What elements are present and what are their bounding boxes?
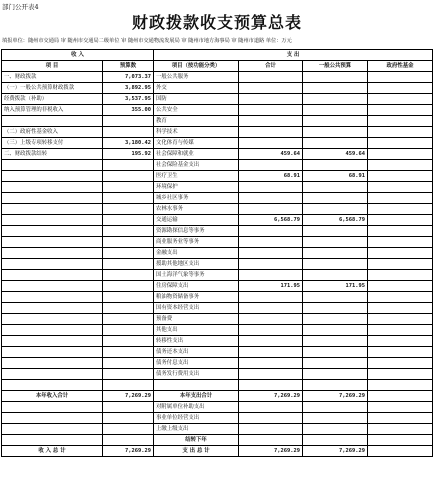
budget-table <box>1 49 433 457</box>
expenditure-total-cell <box>239 358 303 369</box>
income-value-cell <box>103 434 154 445</box>
expenditure-item-cell: 债务付息支出 <box>154 358 239 369</box>
expenditure-general-cell <box>303 347 368 358</box>
table-row <box>2 325 433 336</box>
expenditure-general-cell <box>303 105 368 116</box>
table-row <box>2 116 433 127</box>
expenditure-total-cell <box>239 412 303 423</box>
table-row <box>2 358 433 369</box>
expenditure-total-cell <box>239 401 303 412</box>
income-item-cell <box>2 281 103 292</box>
expenditure-total-cell <box>239 270 303 281</box>
expenditure-fund-cell <box>368 215 433 226</box>
expenditure-item-cell: 环境保护 <box>154 182 239 193</box>
expenditure-total-cell <box>239 94 303 105</box>
expenditure-general-cell <box>303 412 368 423</box>
item-header: 项 目 <box>2 61 103 72</box>
expenditure-item-cell: 城乡社区事务 <box>154 193 239 204</box>
year-total-row <box>2 390 433 401</box>
year-exp-fund <box>368 390 433 401</box>
table-row <box>2 369 433 380</box>
expenditure-fund-cell <box>368 94 433 105</box>
expenditure-item-cell: 交通运输 <box>154 215 239 226</box>
expenditure-general-cell <box>303 401 368 412</box>
income-value-cell <box>103 182 154 193</box>
income-item-cell: 二、财政拨款结转 <box>2 149 103 160</box>
table-row <box>2 160 433 171</box>
expenditure-total-cell <box>239 182 303 193</box>
header-row-1 <box>2 50 433 61</box>
income-value-cell: 195.92 <box>103 149 154 160</box>
expenditure-fund-cell <box>368 347 433 358</box>
income-item-cell <box>2 303 103 314</box>
expenditure-fund-cell <box>368 314 433 325</box>
income-value-cell <box>103 248 154 259</box>
expenditure-fund-cell <box>368 171 433 182</box>
expenditure-total-cell <box>239 423 303 434</box>
expenditure-fund-cell <box>368 270 433 281</box>
expenditure-fund-cell <box>368 434 433 445</box>
income-value-cell <box>103 160 154 171</box>
expenditure-general-cell <box>303 193 368 204</box>
expenditure-item-cell: 国防 <box>154 94 239 105</box>
expenditure-general-cell <box>303 358 368 369</box>
expenditure-fund-cell <box>368 248 433 259</box>
expenditure-total-cell <box>239 105 303 116</box>
expenditure-fund-cell <box>368 105 433 116</box>
expenditure-item-cell: 预备费 <box>154 314 239 325</box>
income-value-cell: 3,180.42 <box>103 138 154 149</box>
grand-total-row <box>2 445 433 456</box>
expenditure-general-cell <box>303 83 368 94</box>
income-item-cell <box>2 226 103 237</box>
exp-total-fund <box>368 445 433 456</box>
income-value-cell <box>103 127 154 138</box>
fund-header: 政府性基金 <box>368 61 433 72</box>
income-value-cell <box>103 412 154 423</box>
expenditure-item-cell: 上缴上级支出 <box>154 423 239 434</box>
income-item-cell: （一）一般公共预算财政拨款 <box>2 83 103 94</box>
expenditure-general-cell <box>303 380 368 391</box>
expenditure-fund-cell <box>368 303 433 314</box>
expenditure-general-cell <box>303 434 368 445</box>
expenditure-general-cell <box>303 336 368 347</box>
income-value-cell <box>103 369 154 380</box>
expenditure-item-cell: 商业服务业等事务 <box>154 237 239 248</box>
expenditure-item-cell: 教育 <box>154 116 239 127</box>
extra-row <box>2 401 433 412</box>
expenditure-total-cell <box>239 83 303 94</box>
unit-line: 填报单位：随州市交通局 审 随州市交通局二级单位 审 随州市交通物流发展局 审 随州市地方海事局 审 随州市道路 单位：万元 <box>2 38 292 44</box>
table-row <box>2 303 433 314</box>
expenditure-fund-cell <box>368 259 433 270</box>
income-value-cell <box>103 358 154 369</box>
year-exp-general: 7,269.29 <box>303 390 368 401</box>
expenditure-fund-cell <box>368 72 433 83</box>
extra-row <box>2 423 433 434</box>
expenditure-fund-cell <box>368 423 433 434</box>
income-item-cell <box>2 314 103 325</box>
expenditure-total-cell <box>239 72 303 83</box>
income-item-cell: 一、财政拨款 <box>2 72 103 83</box>
general-header: 一般公共预算 <box>303 61 368 72</box>
expenditure-total-cell <box>239 336 303 347</box>
expenditure-total-cell <box>239 116 303 127</box>
table-row <box>2 336 433 347</box>
income-item-cell <box>2 248 103 259</box>
expenditure-general-cell <box>303 72 368 83</box>
table-row <box>2 270 433 281</box>
income-value-cell <box>103 314 154 325</box>
year-income-label: 本年收入合计 <box>2 390 103 401</box>
expenditure-item-cell: 国有资本经营支出 <box>154 303 239 314</box>
expenditure-general-cell <box>303 127 368 138</box>
income-item-cell <box>2 434 103 445</box>
income-item-cell <box>2 237 103 248</box>
expenditure-item-cell: 援助其他地区支出 <box>154 259 239 270</box>
expenditure-item-cell: 一般公共服务 <box>154 72 239 83</box>
income-item-cell <box>2 401 103 412</box>
expenditure-header: 支 出 <box>154 50 433 61</box>
expenditure-fund-cell <box>368 412 433 423</box>
income-item-cell <box>2 270 103 281</box>
table-row <box>2 171 433 182</box>
expenditure-total-cell: 68.91 <box>239 171 303 182</box>
expenditure-general-cell: 6,568.79 <box>303 215 368 226</box>
income-item-cell: （二）政府性基金收入 <box>2 127 103 138</box>
income-item-cell <box>2 193 103 204</box>
income-value-cell <box>103 347 154 358</box>
income-item-cell <box>2 412 103 423</box>
expenditure-fund-cell <box>368 149 433 160</box>
income-total-value: 7,269.29 <box>103 445 154 456</box>
exp-total-total: 7,269.29 <box>239 445 303 456</box>
expenditure-fund-cell <box>368 182 433 193</box>
expenditure-fund-cell <box>368 138 433 149</box>
income-value-cell <box>103 193 154 204</box>
expenditure-total-cell <box>239 259 303 270</box>
expenditure-total-cell <box>239 347 303 358</box>
expenditure-fund-cell <box>368 116 433 127</box>
income-value-cell <box>103 270 154 281</box>
expenditure-general-cell <box>303 237 368 248</box>
income-item-cell <box>2 160 103 171</box>
income-value-cell <box>103 325 154 336</box>
expenditure-total-cell <box>239 160 303 171</box>
income-item-cell: 纳入预算管理的非税收入 <box>2 105 103 116</box>
income-item-cell <box>2 292 103 303</box>
expenditure-general-cell <box>303 325 368 336</box>
expenditure-fund-cell <box>368 292 433 303</box>
expenditure-fund-cell <box>368 281 433 292</box>
expenditure-item-cell: 科学技术 <box>154 127 239 138</box>
expenditure-general-cell <box>303 138 368 149</box>
income-value-cell: 3,892.95 <box>103 83 154 94</box>
expenditure-fund-cell <box>368 127 433 138</box>
table-row <box>2 226 433 237</box>
income-value-cell <box>103 171 154 182</box>
table-row <box>2 204 433 215</box>
expenditure-item-cell: 公共安全 <box>154 105 239 116</box>
expenditure-general-cell: 68.91 <box>303 171 368 182</box>
income-item-cell <box>2 116 103 127</box>
expenditure-item-cell: 国土海洋气象等事务 <box>154 270 239 281</box>
expenditure-total-cell <box>239 325 303 336</box>
expenditure-fund-cell <box>368 358 433 369</box>
table-row <box>2 237 433 248</box>
expenditure-total-cell <box>239 248 303 259</box>
income-item-cell <box>2 171 103 182</box>
expenditure-general-cell <box>303 204 368 215</box>
item-func-header: 项目（按功能分类） <box>154 61 239 72</box>
expenditure-general-cell <box>303 314 368 325</box>
expenditure-item-cell: 对附属单位补助支出 <box>154 401 239 412</box>
expenditure-item-cell: 住房保障支出 <box>154 281 239 292</box>
table-row <box>2 94 433 105</box>
expenditure-item-cell: 文化体育与传媒 <box>154 138 239 149</box>
income-item-cell <box>2 347 103 358</box>
expenditure-item-cell: 事业单位经营支出 <box>154 412 239 423</box>
income-item-cell <box>2 204 103 215</box>
expenditure-total-cell <box>239 226 303 237</box>
table-row <box>2 314 433 325</box>
expenditure-general-cell <box>303 182 368 193</box>
expenditure-general-cell: 171.95 <box>303 281 368 292</box>
year-income-value: 7,269.29 <box>103 390 154 401</box>
income-value-cell <box>103 259 154 270</box>
expenditure-total-cell <box>239 303 303 314</box>
income-item-cell <box>2 325 103 336</box>
table-row <box>2 215 433 226</box>
table-row <box>2 292 433 303</box>
expenditure-total-cell <box>239 369 303 380</box>
income-value-cell <box>103 281 154 292</box>
income-item-cell <box>2 182 103 193</box>
expenditure-general-cell: 459.64 <box>303 149 368 160</box>
expenditure-item-cell: 转移性支出 <box>154 336 239 347</box>
expenditure-item-cell: 粮油物资储备事务 <box>154 292 239 303</box>
expenditure-general-cell <box>303 226 368 237</box>
expenditure-fund-cell <box>368 204 433 215</box>
income-item-cell <box>2 259 103 270</box>
expenditure-total-cell <box>239 314 303 325</box>
expenditure-item-cell: 金融支出 <box>154 248 239 259</box>
table-row <box>2 127 433 138</box>
expenditure-general-cell <box>303 303 368 314</box>
table-row <box>2 138 433 149</box>
expenditure-general-cell <box>303 292 368 303</box>
expenditure-general-cell <box>303 369 368 380</box>
expenditure-general-cell <box>303 116 368 127</box>
table-row <box>2 72 433 83</box>
expenditure-total-cell <box>239 138 303 149</box>
expenditure-fund-cell <box>368 193 433 204</box>
expenditure-fund-cell <box>368 325 433 336</box>
table-row <box>2 347 433 358</box>
expenditure-total-cell <box>239 292 303 303</box>
income-value-cell: 3,537.95 <box>103 94 154 105</box>
table-row <box>2 380 433 391</box>
income-value-cell: 7,073.37 <box>103 72 154 83</box>
expenditure-item-cell: 社会保障和就业 <box>154 149 239 160</box>
expenditure-total-cell: 171.95 <box>239 281 303 292</box>
income-value-cell <box>103 237 154 248</box>
income-item-cell: 经费拨款（补助） <box>2 94 103 105</box>
exp-total-general: 7,269.29 <box>303 445 368 456</box>
income-item-cell <box>2 423 103 434</box>
expenditure-general-cell <box>303 270 368 281</box>
expenditure-general-cell <box>303 94 368 105</box>
income-value-cell: 355.00 <box>103 105 154 116</box>
expenditure-fund-cell <box>368 226 433 237</box>
carry-label: 结转下年 <box>154 434 239 445</box>
expenditure-fund-cell <box>368 336 433 347</box>
table-row <box>2 83 433 94</box>
expenditure-item-cell: 债务发行费用支出 <box>154 369 239 380</box>
income-header: 收 入 <box>2 50 154 61</box>
budget-header: 预算数 <box>103 61 154 72</box>
expenditure-fund-cell <box>368 237 433 248</box>
income-item-cell <box>2 380 103 391</box>
expenditure-item-cell: 社会保险基金支出 <box>154 160 239 171</box>
income-value-cell <box>103 215 154 226</box>
income-value-cell <box>103 204 154 215</box>
income-item-cell <box>2 215 103 226</box>
table-row <box>2 259 433 270</box>
income-value-cell <box>103 423 154 434</box>
table-row <box>2 182 433 193</box>
income-item-cell <box>2 336 103 347</box>
income-item-cell: （三）上级专项转移支付 <box>2 138 103 149</box>
income-total-label: 收 入 总 计 <box>2 445 103 456</box>
expenditure-total-cell <box>239 127 303 138</box>
expenditure-item-cell: 债务还本支出 <box>154 347 239 358</box>
extra-row <box>2 412 433 423</box>
total-header: 合计 <box>239 61 303 72</box>
expenditure-item-cell: 农林水事务 <box>154 204 239 215</box>
doc-tag: 部门公开表4 <box>2 3 39 11</box>
expenditure-general-cell <box>303 248 368 259</box>
expenditure-total-cell <box>239 434 303 445</box>
table-row <box>2 193 433 204</box>
header-row-2 <box>2 61 433 72</box>
expenditure-item-cell: 医疗卫生 <box>154 171 239 182</box>
page-title: 财政拨款收支预算总表 <box>131 13 302 32</box>
income-item-cell <box>2 369 103 380</box>
expenditure-general-cell <box>303 423 368 434</box>
expenditure-item-cell: 其他支出 <box>154 325 239 336</box>
expenditure-item-cell: 外交 <box>154 83 239 94</box>
expenditure-total-cell <box>239 380 303 391</box>
expenditure-total-cell: 459.64 <box>239 149 303 160</box>
income-value-cell <box>103 401 154 412</box>
expenditure-total-cell <box>239 193 303 204</box>
income-value-cell <box>103 336 154 347</box>
year-exp-total: 7,269.29 <box>239 390 303 401</box>
expenditure-general-cell <box>303 259 368 270</box>
expenditure-item-cell <box>154 380 239 391</box>
expenditure-general-cell <box>303 160 368 171</box>
table-row <box>2 149 433 160</box>
expenditure-fund-cell <box>368 380 433 391</box>
expenditure-fund-cell <box>368 401 433 412</box>
income-value-cell <box>103 116 154 127</box>
table-row <box>2 281 433 292</box>
expenditure-fund-cell <box>368 83 433 94</box>
expenditure-total-cell <box>239 237 303 248</box>
table-row <box>2 248 433 259</box>
expenditure-total-cell: 6,568.79 <box>239 215 303 226</box>
expenditure-fund-cell <box>368 369 433 380</box>
income-value-cell <box>103 292 154 303</box>
income-value-cell <box>103 380 154 391</box>
expenditure-fund-cell <box>368 160 433 171</box>
expenditure-item-cell: 资源勘探信息等事务 <box>154 226 239 237</box>
exp-total-label: 支 出 总 计 <box>154 445 239 456</box>
carry-row <box>2 434 433 445</box>
income-value-cell <box>103 303 154 314</box>
expenditure-total-cell <box>239 204 303 215</box>
year-exp-label: 本年支出合计 <box>154 390 239 401</box>
income-value-cell <box>103 226 154 237</box>
table-row <box>2 105 433 116</box>
income-item-cell <box>2 358 103 369</box>
